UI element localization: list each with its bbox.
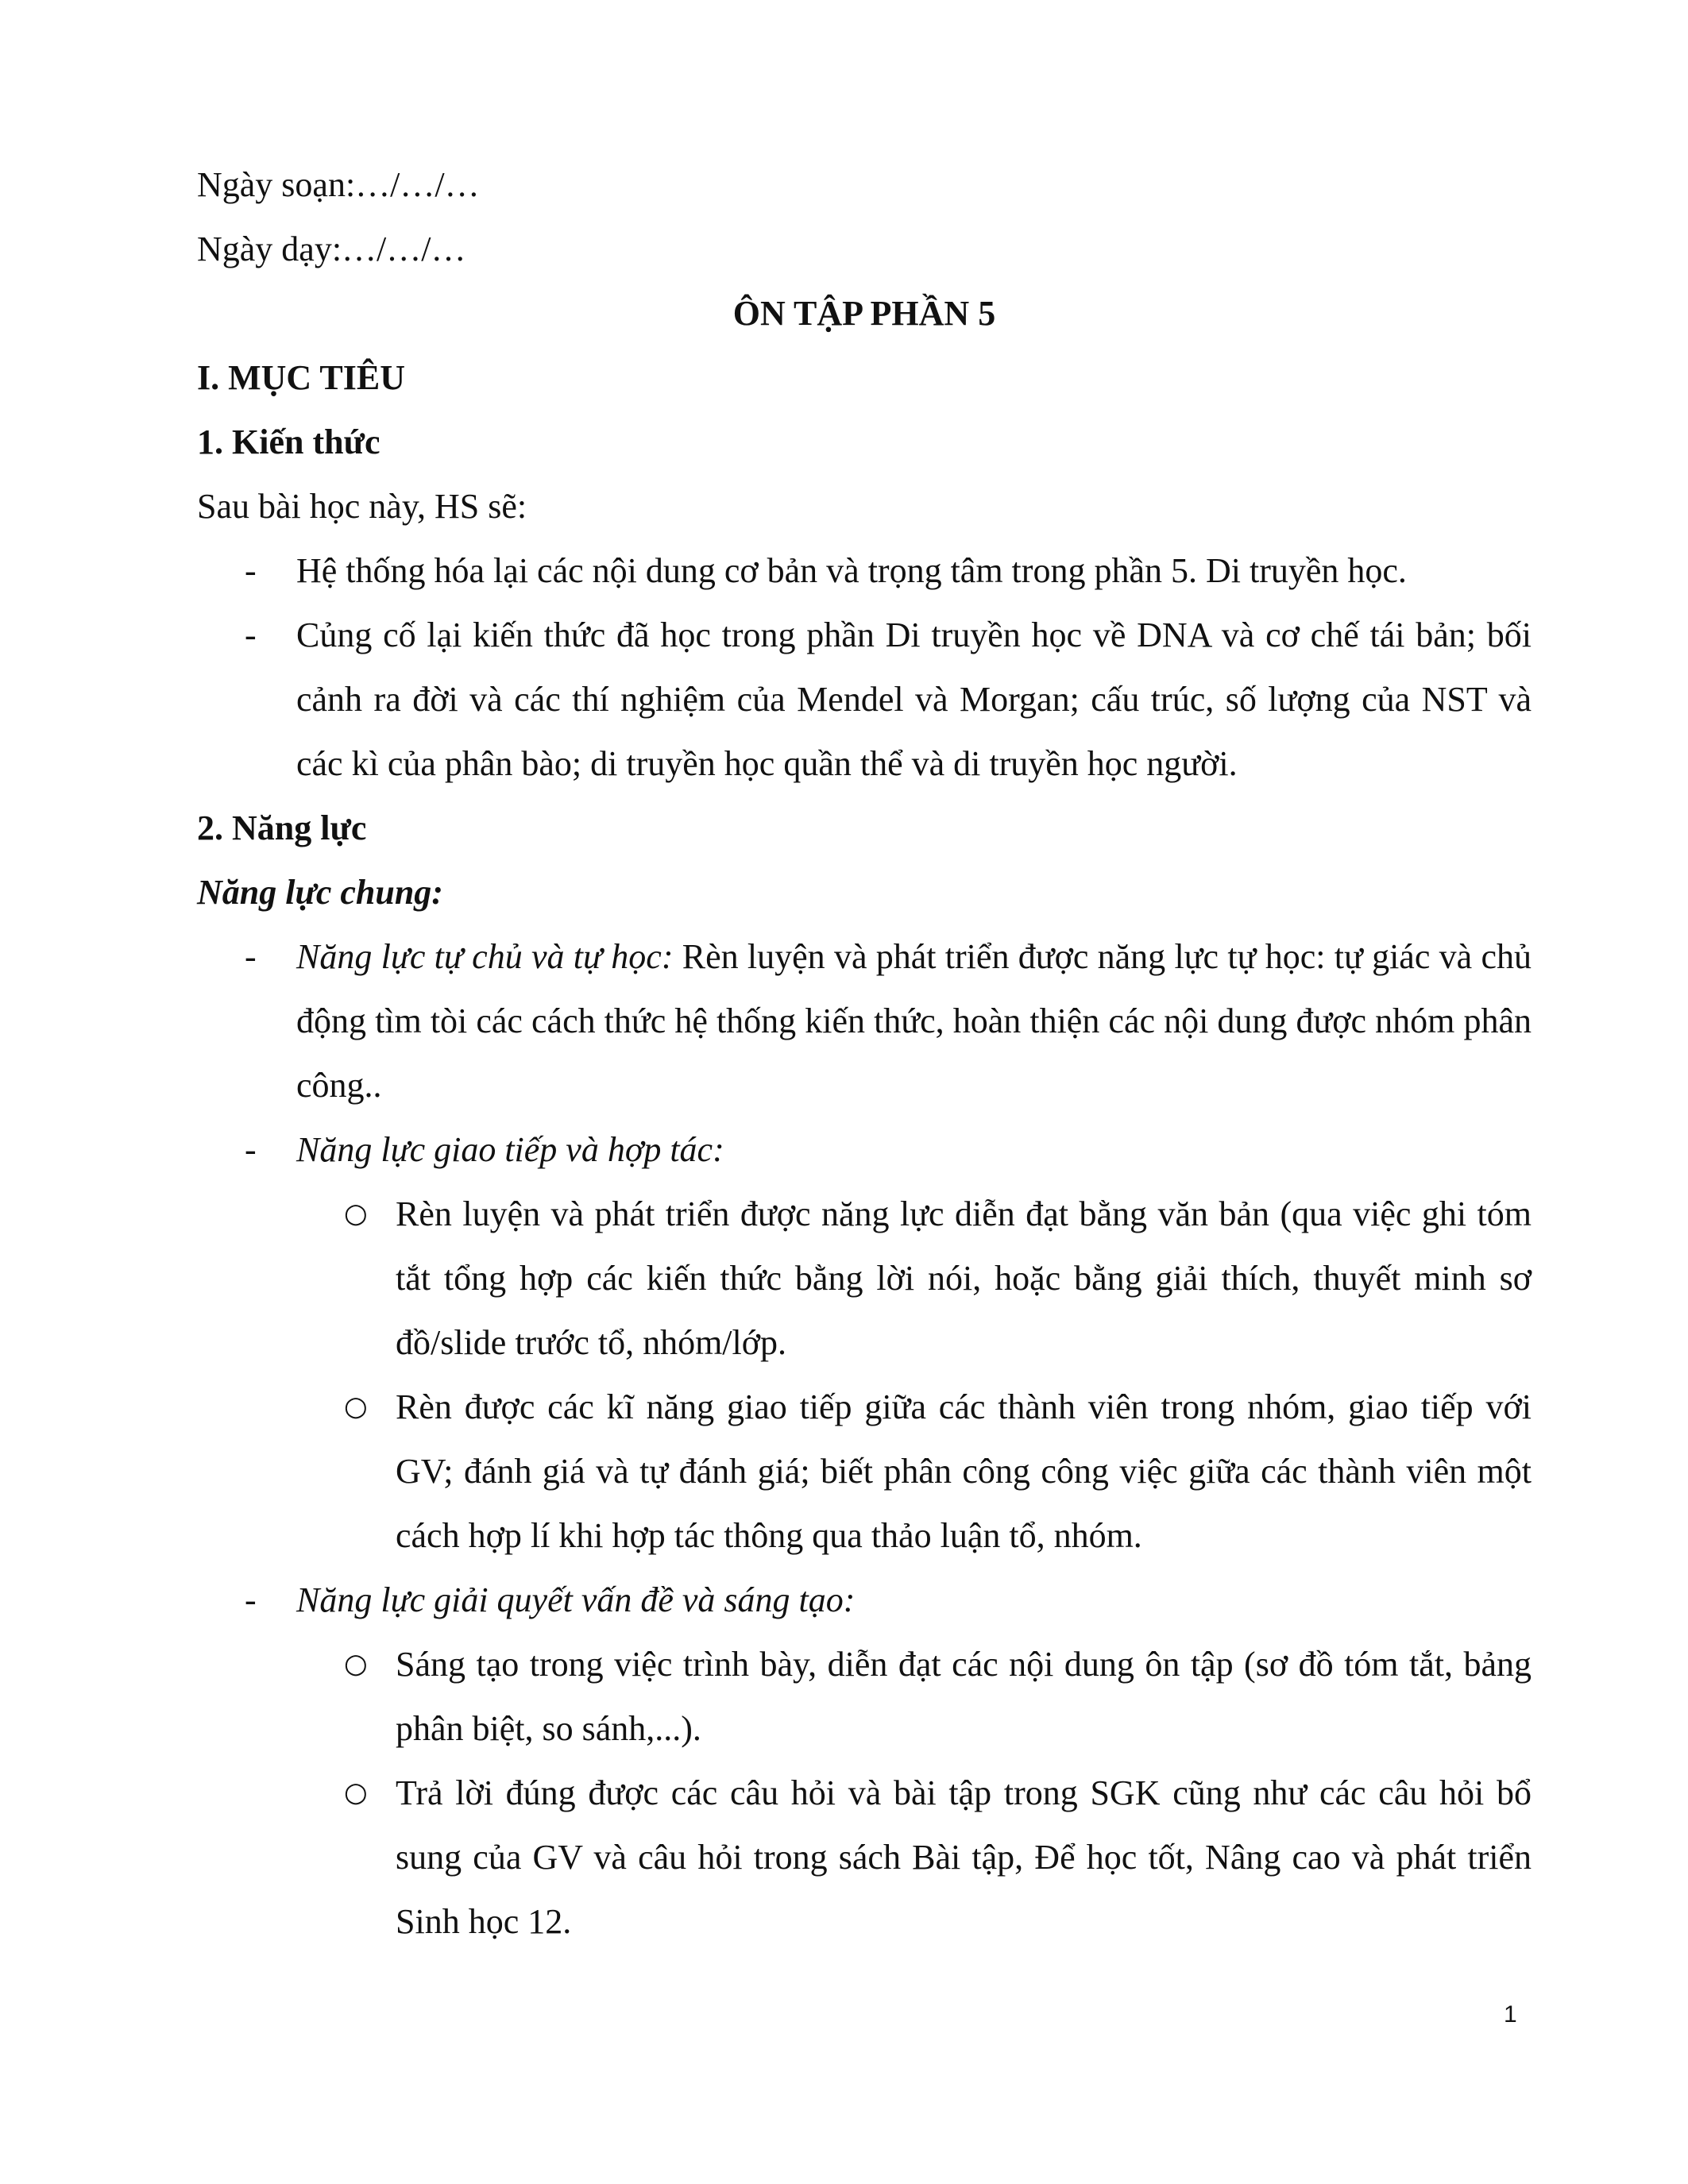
knowledge-item <box>197 603 1532 796</box>
subsection-heading-competence: 2. Năng lực <box>197 808 367 847</box>
competence-item <box>197 1568 1532 1632</box>
date-prepared: Ngày soạn:…/…/… <box>197 165 480 204</box>
competence-subitem <box>197 1375 1532 1568</box>
dash-bullet: - <box>245 937 257 976</box>
knowledge-item-text: Củng cố lại kiến thức đã học trong phần Di truyền học về DNA và cơ chế tái bản; bối cảnh ra đời và các thí nghiệm của Mendel và Morgan; cấu trúc, số lượng của NST và các kì của phân bào; di truyền học quần thể và di truyền học người. <box>296 615 1532 783</box>
competence-label: Năng lực tự chủ và tự học: <box>296 937 674 976</box>
competence-subitem-text: Rèn luyện và phát triển được năng lực diễn đạt bằng văn bản (qua việc ghi tóm tắt tổng hợp các kiến thức bằng lời nói, hoặc bằng giải thích, thuyết minh sơ đồ/slide trước tổ, nhóm/lớp. <box>396 1194 1532 1362</box>
competence-subitem-text: Trả lời đúng được các câu hỏi và bài tập trong SGK cũng như các câu hỏi bổ sung của GV và câu hỏi trong sách Bài tập, Để học tốt, Nâng cao và phát triển Sinh học 12. <box>396 1773 1532 1941</box>
competence-label: Năng lực giải quyết vấn đề và sáng tạo: <box>296 1580 856 1619</box>
general-competence-heading: Năng lực chung: <box>197 873 443 912</box>
competence-label: Năng lực giao tiếp và hợp tác: <box>296 1130 724 1169</box>
competence-subitem-text: Rèn được các kĩ năng giao tiếp giữa các thành viên trong nhóm, giao tiếp với GV; đánh giá và tự đánh giá; biết phân công công việc giữa các thành viên một cách hợp lí khi hợp tác thông qua thảo luận tổ, nhóm. <box>396 1387 1532 1555</box>
circle-bullet-icon: ○ <box>344 1777 368 1808</box>
circle-bullet-icon: ○ <box>344 1648 368 1680</box>
circle-bullet-icon: ○ <box>344 1391 368 1422</box>
dash-bullet: - <box>245 1580 257 1619</box>
competence-item <box>197 1117 1532 1182</box>
competence-subitem <box>197 1182 1532 1375</box>
knowledge-item-text: Hệ thống hóa lại các nội dung cơ bản và trọng tâm trong phần 5. Di truyền học. <box>296 551 1407 590</box>
subsection-heading-knowledge: 1. Kiến thức <box>197 423 380 461</box>
dash-bullet: - <box>245 1130 257 1169</box>
knowledge-intro: Sau bài học này, HS sẽ: <box>197 487 527 526</box>
circle-bullet-icon: ○ <box>344 1198 368 1229</box>
dash-bullet: - <box>245 551 257 590</box>
competence-text: Rèn luyện và phát triển được năng lực tự học: tự giác và chủ động tìm tòi các cách thức hệ thống kiến thức, hoàn thiện các nội dung được nhóm phân công.. <box>296 937 1532 1105</box>
date-taught: Ngày dạy:…/…/… <box>197 230 466 268</box>
competence-subitem <box>197 1761 1532 1954</box>
document-page <box>197 152 1532 1954</box>
page-number: 1 <box>1504 2001 1517 2028</box>
competence-item <box>197 924 1532 1117</box>
knowledge-item <box>197 538 1532 603</box>
section-heading-objectives: I. MỤC TIÊU <box>197 358 406 397</box>
document-title: ÔN TẬP PHẦN 5 <box>732 294 996 333</box>
dash-bullet: - <box>245 615 257 654</box>
competence-subitem-text: Sáng tạo trong việc trình bày, diễn đạt các nội dung ôn tập (sơ đồ tóm tắt, bảng phân biệt, so sánh,...). <box>396 1645 1532 1748</box>
competence-subitem <box>197 1632 1532 1761</box>
